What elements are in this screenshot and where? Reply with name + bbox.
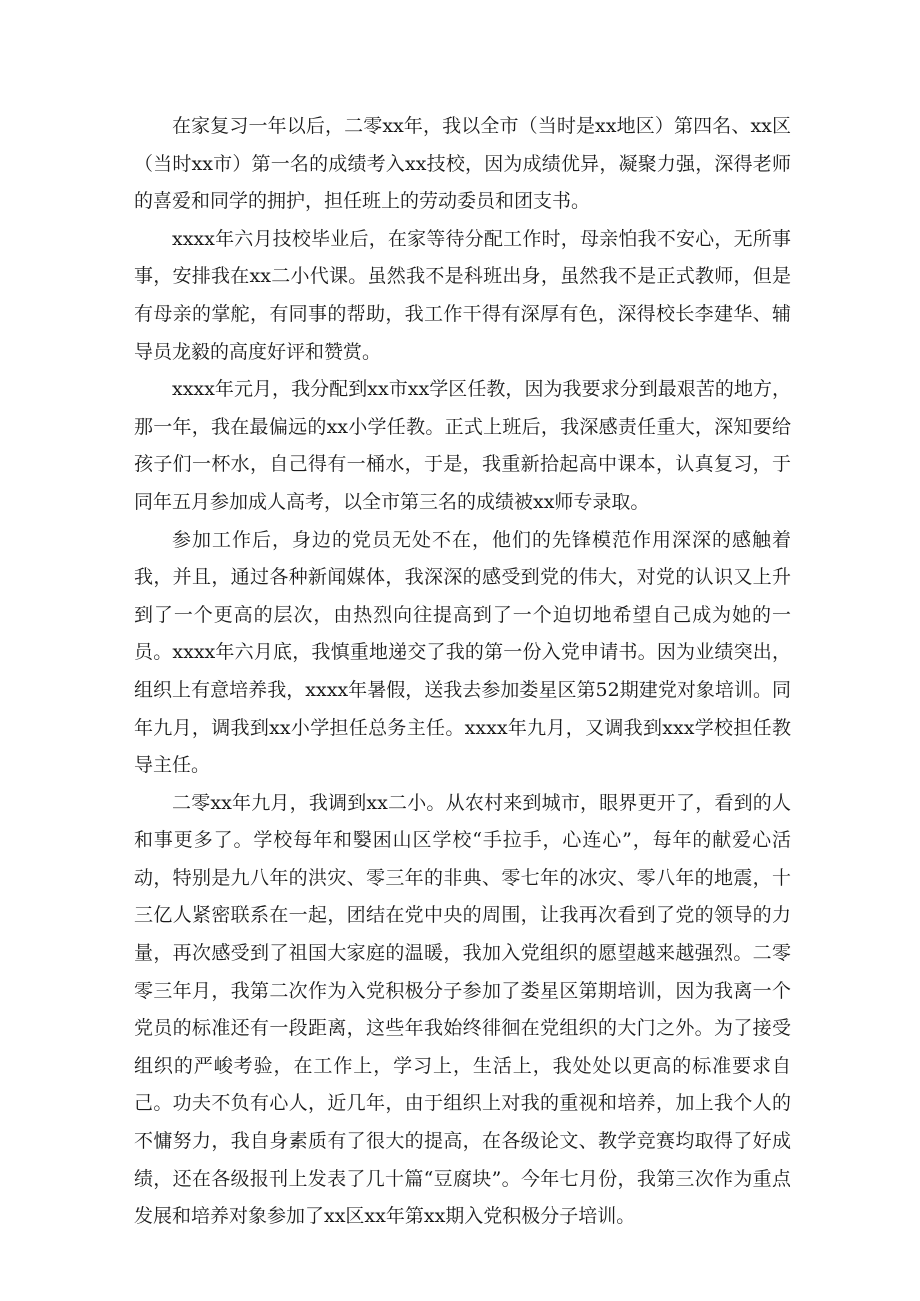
paragraph-3: xxxx年元月，我分配到xx市xx学区任教，因为我要求分到最艰苦的地方，那一年，我在最偏远的xx小学任教。正式上班后，我深感责任重大，深知要给孩子们一杯水，自己得有一桶水，于是，我重新拾起高中课本，认真复习，于同年五月参加成人高考，以全市第三名的成绩被xx师专录取。	[134, 378, 791, 513]
paragraph-4: 参加工作后，身边的党员无处不在，他们的先锋模范作用深深的感触着我，并且，通过各种新闻媒体，我深深的感受到党的伟大，对党的认识又上升到了一个更高的层次，由热烈向往提高到了一个迫切地希望自己成为她的一员。xxxx年六月底，我慎重地递交了我的第一份入党申请书。因为业绩突出，组织上有意培养我，xxxx年暑假，送我去参加娄星区第52期建党对象培训。同年九月，调我到xx小学担任总务主任。xxxx年九月，又调我到xxx学校担任教导主任。	[134, 528, 791, 777]
paragraph-1: 在家复习一年以后，二零xx年，我以全市（当时是xx地区）第四名、xx区（当时xx市）第一名的成绩考入xx技校，因为成绩优异，凝聚力强，深得老师的喜爱和同学的拥护，担任班上的劳动委员和团支书。	[134, 115, 791, 213]
paragraph-2: xxxx年六月技校毕业后，在家等待分配工作时，母亲怕我不安心，无所事事，安排我在xx二小代课。虽然我不是科班出身，虽然我不是正式教师，但是有母亲的掌舵，有同事的帮助，我工作干得有深厚有色，深得校长李建华、辅导员龙毅的高度好评和赞赏。	[134, 227, 791, 363]
document-body	[134, 108, 791, 1236]
paragraph-5: 二零xx年九月，我调到xx二小。从农村来到城市，眼界更开了，看到的人和事更多了。学校每年和嫛困山区学校“手拉手，心连心”，每年的献爱心活动，特别是九八年的洪灾、零三年的非典、零七年的冰灾、零八年的地震，十三亿人紧密联系在一起，团结在党中央的周围，让我再次看到了党的领导的力量，再次感受到了祖国大家庭的温暖，我加入党组织的愿望越来越强烈。二零零三年月，我第二次作为入党积极分子参加了娄星区第期培训，因为我离一个党员的标准还有一段距离，这些年我始终徘徊在党组织的大门之外。为了接受组织的严峻考验，在工作上，学习上，生活上，我处处以更高的标准要求自己。功夫不负有心人，近几年，由于组织上对我的重视和培养，加上我个人的不慵努力，我自身素质有了很大的提高，在各级论文、教学竞赛均取得了好成绩，还在各级报刊上发表了几十篇“豆腐块”。今年七月份，我第三次作为重点发展和培养对象参加了xx区xx年第xx期入党积极分子培训。	[134, 791, 791, 1228]
